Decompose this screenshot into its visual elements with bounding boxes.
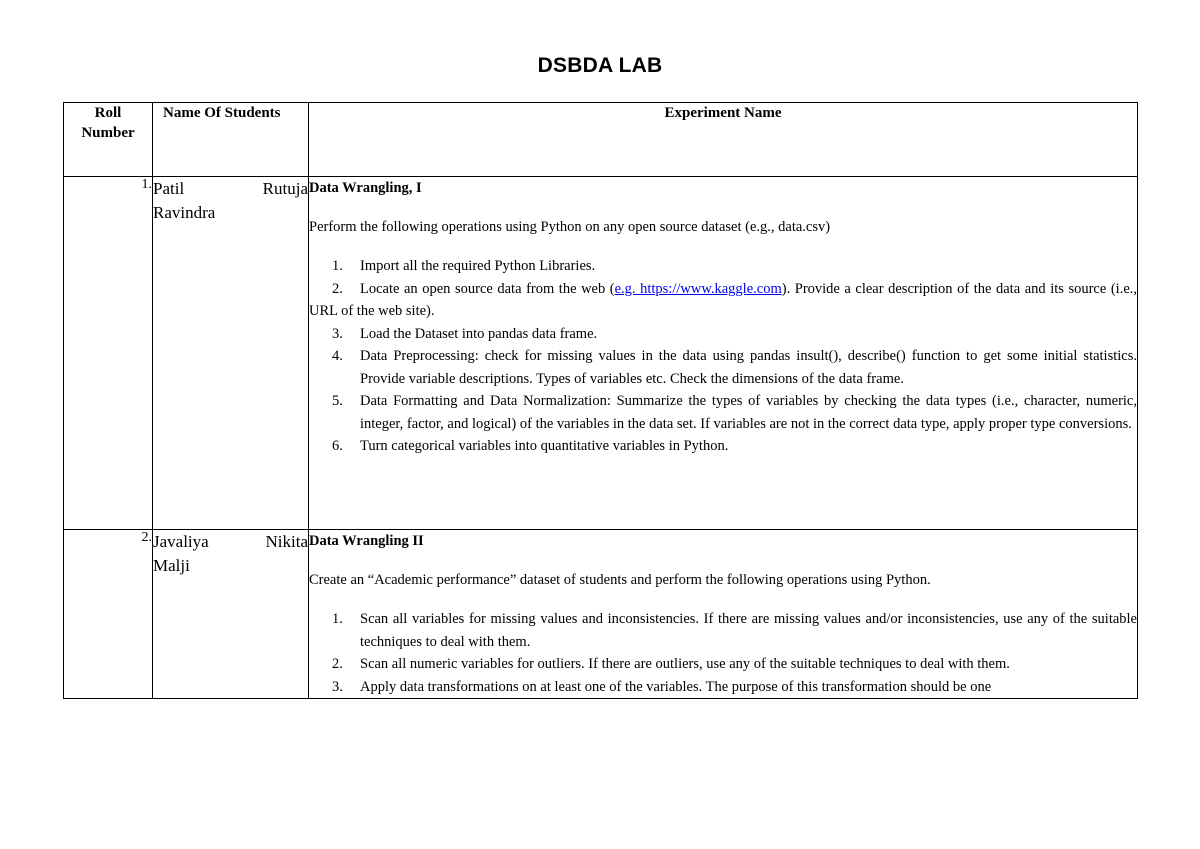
student-surname: Patil [153,179,185,198]
list-item: 2. Locate an open source data from the web (e.g. https://www.kaggle.com). Provide a clear description of the data and its source (i.e., URL of the web site). [309,280,1138,319]
experiment-cell [309,177,1138,530]
header-roll-line1: Roll [94,105,122,121]
list-item: 3. Load the Dataset into pandas data frame. [332,325,598,342]
student-name-cell [153,530,309,699]
header-roll-number [64,103,153,177]
experiment-intro: Perform the following operations using Python on any open source dataset (e.g., data.csv) [309,218,831,235]
roll-number-cell: 1. [64,177,153,530]
student-name-cell [153,177,309,530]
table-header-row [64,103,1138,177]
experiment-title: Data Wrangling II [309,533,424,549]
kaggle-link[interactable]: e.g. https://www.kaggle.com [614,280,782,297]
list-item: 4. Data Preprocessing: check for missing values in the data using pandas insult(), describe() function to get some initial statistics. Provide variable descriptions. Types of variables etc. Check the dimensions of the data frame. [332,348,1137,387]
experiment-steps [309,608,1137,698]
student-first-name: Nikita [265,532,308,551]
header-experiment-name: Experiment Name [309,103,1138,177]
experiment-cell [309,530,1138,699]
list-item: 2. Scan all numeric variables for outliers. If there are outliers, use any of the suitable techniques to deal with them. [332,656,1010,672]
experiment-title: Data Wrangling, I [309,180,422,196]
student-surname: Javaliya [153,532,209,551]
list-item: 3. Apply data transformations on at least one of the variables. The purpose of this transformation should be one [332,678,992,695]
experiment-steps [309,255,1137,458]
student-middle-name: Ravindra [153,203,216,222]
list-item: 5. Data Formatting and Data Normalization: Summarize the types of variables by checking the data types (i.e., character, numeric, integer, factor, and logical) of the variables in the data set. If variables are not in the correct data type, apply proper type conversions. [332,393,1137,432]
experiment-table [63,102,1138,699]
experiment-intro: Create an “Academic performance” dataset of students and perform the following operations using Python. [309,571,931,588]
page-title: DSBDA LAB [537,54,663,77]
header-student-name: Name Of Students [153,103,309,177]
table-row [64,177,1138,530]
student-middle-name: Malji [153,556,190,575]
table-row [64,530,1138,699]
list-item: 1. Scan all variables for missing values and inconsistencies. If there are missing values and/or inconsistencies, use any of the suitable techniques to deal with them. [332,611,1137,650]
student-first-name: Rutuja [262,179,308,198]
roll-number-cell: 2. [64,530,153,699]
list-item: 6. Turn categorical variables into quantitative variables in Python. [332,438,729,454]
header-roll-line2: Number [81,125,135,141]
list-item: 1. Import all the required Python Libraries. [332,258,596,274]
